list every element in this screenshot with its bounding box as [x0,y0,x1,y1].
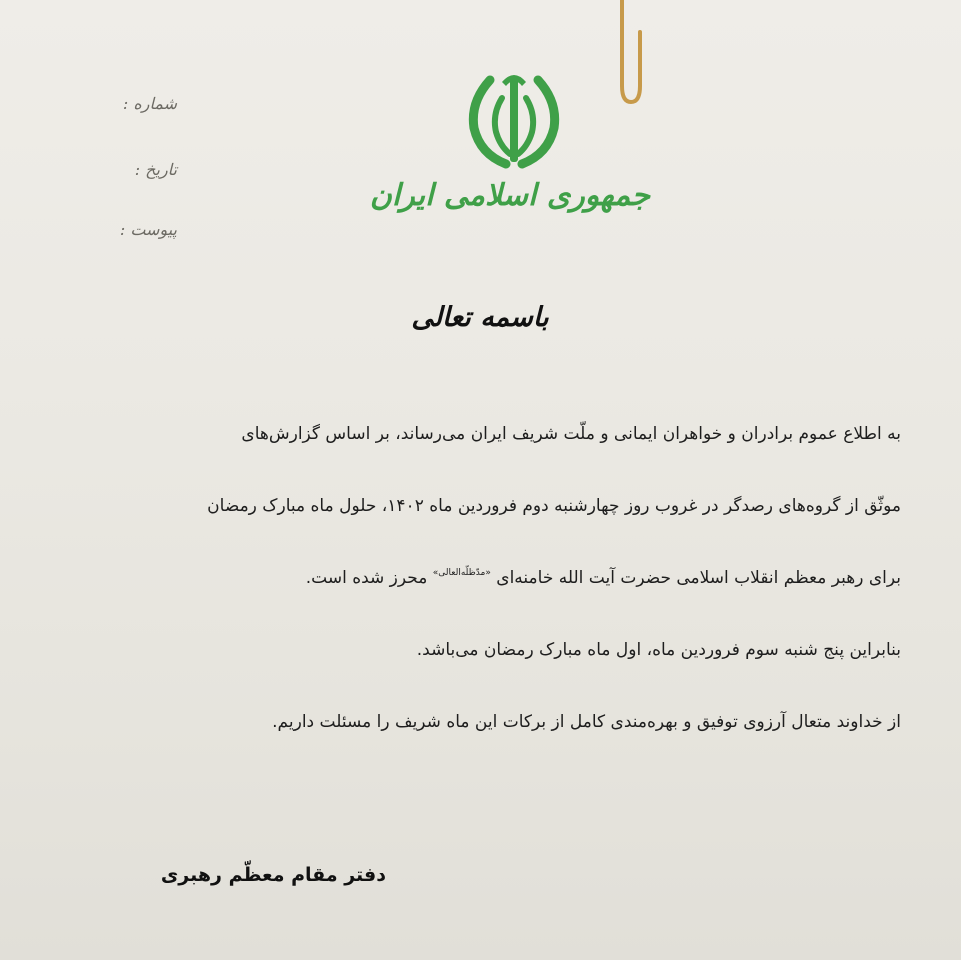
body-line-3-start: برای رهبر معظم انقلاب اسلامی حضرت آیت الله خامنه‌ای [496,568,901,588]
invocation-heading: باسمه تعالی [411,302,549,333]
honorific-superscript: «مدّظلّه‌العالی» [432,568,491,578]
paperclip-icon [600,0,660,110]
country-name: جمهوری اسلامی ایران [369,178,650,213]
body-line-5: از خداوند متعال آرزوی توفیق و بهره‌مندی کامل از برکات این ماه شریف را مسئلت داریم. [272,712,901,732]
body-line-3 [306,568,901,588]
attachment-label: پیوست : [119,220,177,239]
iran-emblem-icon [462,62,566,172]
body-line-2: موثّق از گروه‌های رصدگر در غروب روز چهارشنبه دوم فروردین ماه ۱۴۰۲، حلول ماه مبارک رمضان [207,496,901,516]
signature-office: دفتر مقام معظّم رهبری [160,864,386,886]
date-label: تاریخ : [134,160,177,179]
body-line-3-end: محرز شده است. [305,568,428,588]
body-line-4: بنابراین پنج شنبه سوم فروردین ماه، اول ماه مبارک رمضان می‌باشد. [416,640,901,660]
body-line-1: به اطلاع عموم برادران و خواهران ایمانی و ملّت شریف ایران می‌رساند، بر اساس گزارش‌های [241,424,901,444]
number-label: شماره : [122,94,177,113]
